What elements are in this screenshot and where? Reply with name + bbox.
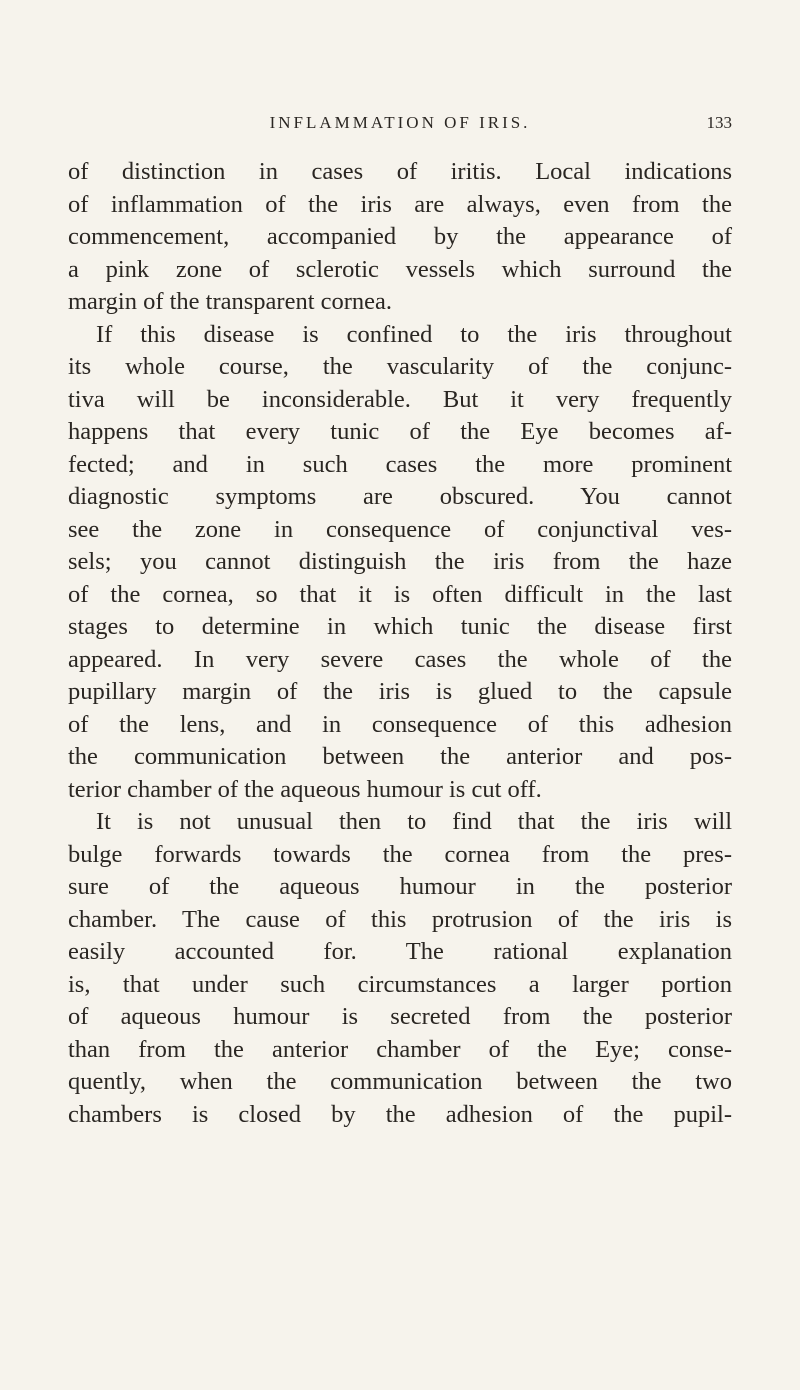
- text-line: of the lens, and in consequence of this adhesion: [68, 710, 732, 738]
- page-number: 133: [706, 113, 732, 132]
- text-line: commencement, accompanied by the appearance of: [68, 223, 732, 250]
- text-line: fected; and in such cases the more prominent: [68, 450, 732, 478]
- text-line: If this disease is confined to the iris throughout: [96, 320, 732, 348]
- text-line: its whole course, the vascularity of the conjunc-: [68, 353, 732, 380]
- text-line: chambers is closed by the adhesion of the pupil-: [68, 1100, 732, 1128]
- text-line: see the zone in consequence of conjunctival ves-: [68, 515, 732, 543]
- text-line: appeared. In very severe cases the whole of the: [68, 645, 732, 673]
- text-line: of distinction in cases of iritis. Local indications: [68, 158, 732, 185]
- text-line: chamber. The cause of this protrusion of the iris is: [68, 905, 732, 933]
- text-line: margin of the transparent cornea.: [68, 288, 393, 315]
- text-line: is, that under such circumstances a larger portion: [68, 970, 732, 998]
- text-line: pupillary margin of the iris is glued to the capsule: [68, 678, 732, 705]
- text-line: tiva will be inconsiderable. But it very frequently: [68, 385, 732, 413]
- text-line: quently, when the communication between the two: [68, 1068, 732, 1095]
- text-line: happens that every tunic of the Eye becomes af-: [68, 418, 732, 445]
- text-line: bulge forwards towards the cornea from the pres-: [68, 840, 732, 868]
- text-line: sels; you cannot distinguish the iris from the haze: [68, 548, 732, 575]
- text-line: easily accounted for. The rational explanation: [68, 938, 732, 965]
- body-text: [68, 156, 732, 1131]
- running-head-title: INFLAMMATION OF IRIS.: [269, 113, 531, 132]
- text-line: sure of the aqueous humour in the posterior: [68, 873, 732, 900]
- text-line: It is not unusual then to find that the iris will: [96, 808, 732, 835]
- text-line: a pink zone of sclerotic vessels which surround the: [68, 255, 732, 283]
- text-line: stages to determine in which tunic the disease first: [68, 613, 732, 640]
- text-line: than from the anterior chamber of the Eye; conse-: [68, 1035, 732, 1063]
- text-line: diagnostic symptoms are obscured. You cannot: [68, 483, 732, 510]
- text-line: the communication between the anterior and pos-: [68, 743, 732, 770]
- text-line: of inflammation of the iris are always, even from the: [68, 190, 732, 218]
- text-line: of aqueous humour is secreted from the posterior: [68, 1003, 732, 1030]
- running-header: [68, 108, 732, 138]
- text-line: of the cornea, so that it is often difficult in the last: [68, 580, 732, 608]
- text-line: terior chamber of the aqueous humour is cut off.: [68, 775, 542, 803]
